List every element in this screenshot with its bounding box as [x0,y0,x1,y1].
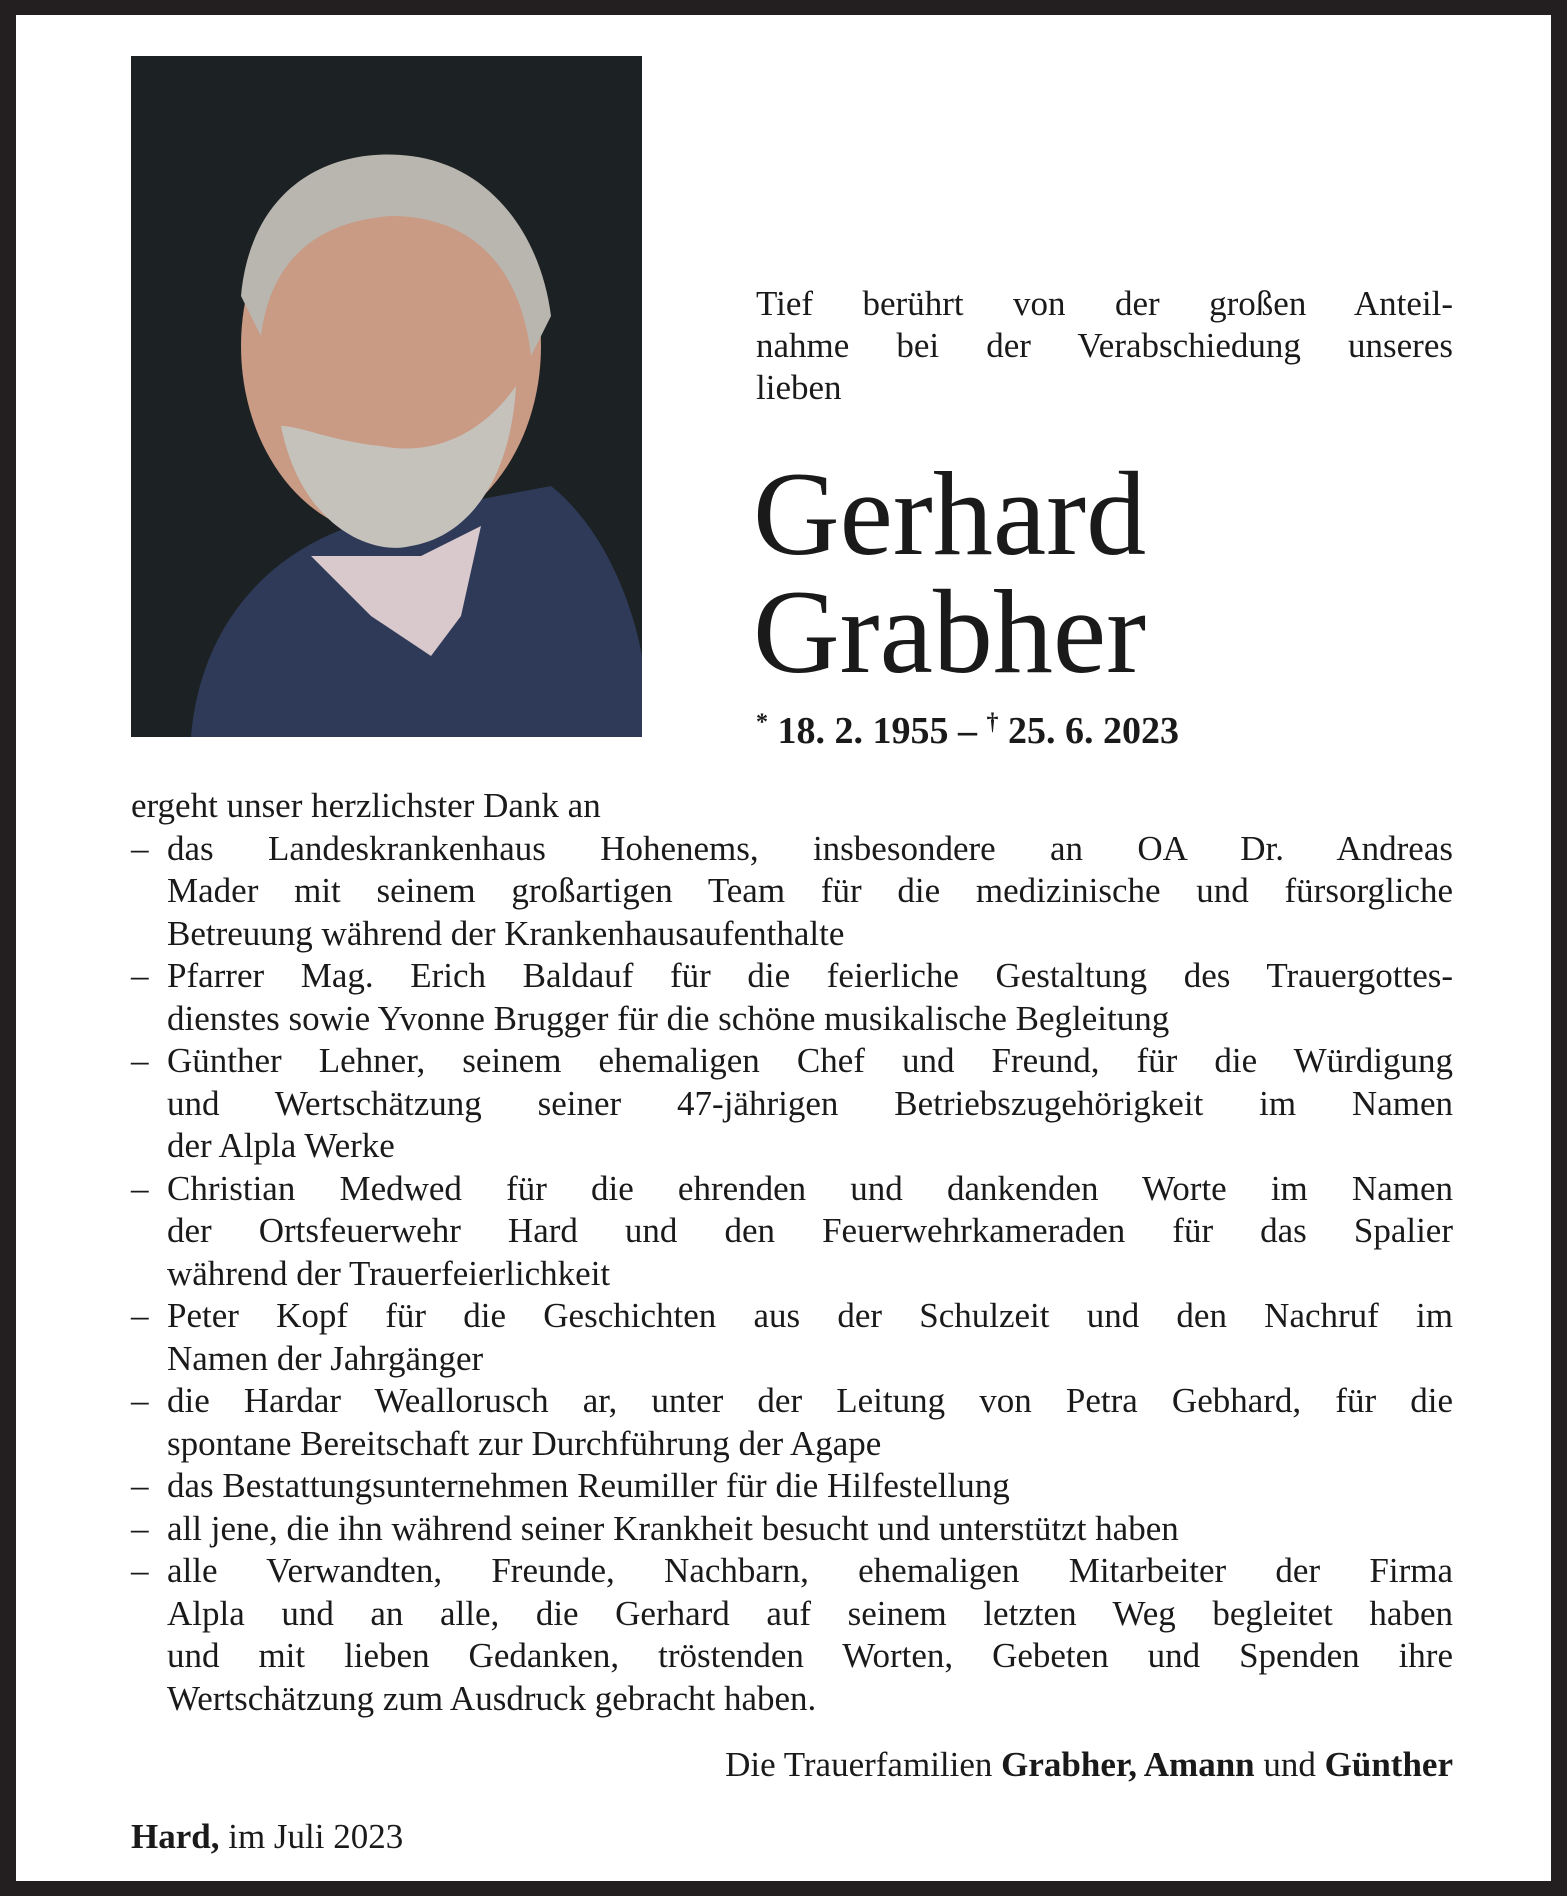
deceased-name [753,447,1147,698]
dash-bullet: – [131,1551,149,1590]
dash-bullet: – [131,1168,149,1208]
item-line: Namen der Jahrgänger [167,1338,484,1378]
first-name: Gerhard [753,447,1147,580]
dash-bullet: – [131,1466,149,1505]
portrait-photo [131,56,642,737]
thanks-body [131,785,1453,1720]
signature-and: und [1254,1745,1325,1784]
item-line: Mader mit seinem großartigen Team für die medizinische und fürsorgliche [167,871,1453,910]
signature [725,1745,1453,1785]
thanks-item [131,1508,1453,1551]
dash-bullet: – [131,956,149,995]
death-symbol: † [986,709,999,736]
last-name: Grabher [753,565,1147,698]
thanks-item [131,955,1453,1040]
item-line: Betreuung während der Krankenhausaufenthalte [167,913,845,953]
dash-bullet: – [131,1041,149,1080]
item-line: und mit lieben Gedanken, tröstenden Worten, Gebeten und Spenden ihre [167,1636,1453,1675]
item-line: die Hardar Weallorusch ar, unter der Leitung von Petra Gebhard, für die [167,1381,1453,1420]
item-line: Peter Kopf für die Geschichten aus der Schulzeit und den Nachruf im [167,1296,1453,1335]
item-line: das Bestattungsunternehmen Reumiller für die Hilfestellung [167,1466,1010,1505]
item-line: all jene, die ihn während seiner Krankheit besucht und unterstützt haben [167,1508,1179,1548]
life-dates [756,709,1179,753]
signature-prefix: Die Trauerfamilien [725,1745,1002,1784]
family-names: Grabher, Amann [1001,1745,1255,1784]
item-line: Wertschätzung zum Ausdruck gebracht haben. [167,1678,817,1718]
item-line: Pfarrer Mag. Erich Baldauf für die feierliche Gestaltung des Trauergottes- [167,956,1453,995]
item-line: dienstes sowie Yvonne Brugger für die schöne musikalische Begleitung [167,998,1170,1038]
item-line: das Landeskrankenhaus Hohenems, insbesondere an OA Dr. Andreas [167,828,1453,868]
thanks-item [131,1295,1453,1380]
item-line: spontane Bereitschaft zur Durchführung der Agape [167,1423,882,1463]
item-line: Christian Medwed für die ehrenden und dankenden Worte im Namen [167,1168,1453,1208]
date-separator: – [948,710,987,752]
birth-date: 18. 2. 1955 [777,710,949,752]
item-line: der Ortsfeuerwehr Hard und den Feuerwehrkameraden für das Spalier [167,1211,1453,1250]
place-date-text: im Juli 2023 [219,1817,404,1856]
item-line: alle Verwandten, Freunde, Nachbarn, ehemaligen Mitarbeiter der Firma [167,1551,1453,1590]
item-line: während der Trauerfeierlichkeit [167,1253,611,1293]
intro-line: nahme bei der Verabschiedung unseres [756,326,1453,365]
death-date: 25. 6. 2023 [1008,710,1179,752]
thanks-item [131,1040,1453,1168]
thanks-item [131,1380,1453,1465]
place-city: Hard, [131,1817,220,1856]
place-date [131,1817,403,1857]
thanks-item [131,828,1453,956]
intro-text [756,283,1453,409]
dash-bullet: – [131,1381,149,1420]
dash-bullet: – [131,828,149,868]
thanks-item [131,1465,1453,1508]
thanks-item [131,1550,1453,1720]
intro-line: lieben [756,368,842,407]
obituary-page [16,15,1551,1881]
item-line: und Wertschätzung seiner 47-jährigen Betriebszugehörigkeit im Namen [167,1083,1453,1123]
dash-bullet: – [131,1296,149,1335]
lead-text: ergeht unser herzlichster Dank an [131,786,601,825]
family-name-last: Günther [1324,1745,1453,1784]
item-line: Günther Lehner, seinem ehemaligen Chef und Freund, für die Würdigung [167,1041,1453,1080]
intro-line: Tief berührt von der großen Anteil- [756,284,1453,323]
item-line: der Alpla Werke [167,1126,395,1165]
item-line: Alpla und an alle, die Gerhard auf seinem letzten Weg begleitet haben [167,1593,1453,1633]
birth-symbol: * [756,709,768,736]
thanks-item [131,1168,1453,1296]
dash-bullet: – [131,1508,149,1548]
